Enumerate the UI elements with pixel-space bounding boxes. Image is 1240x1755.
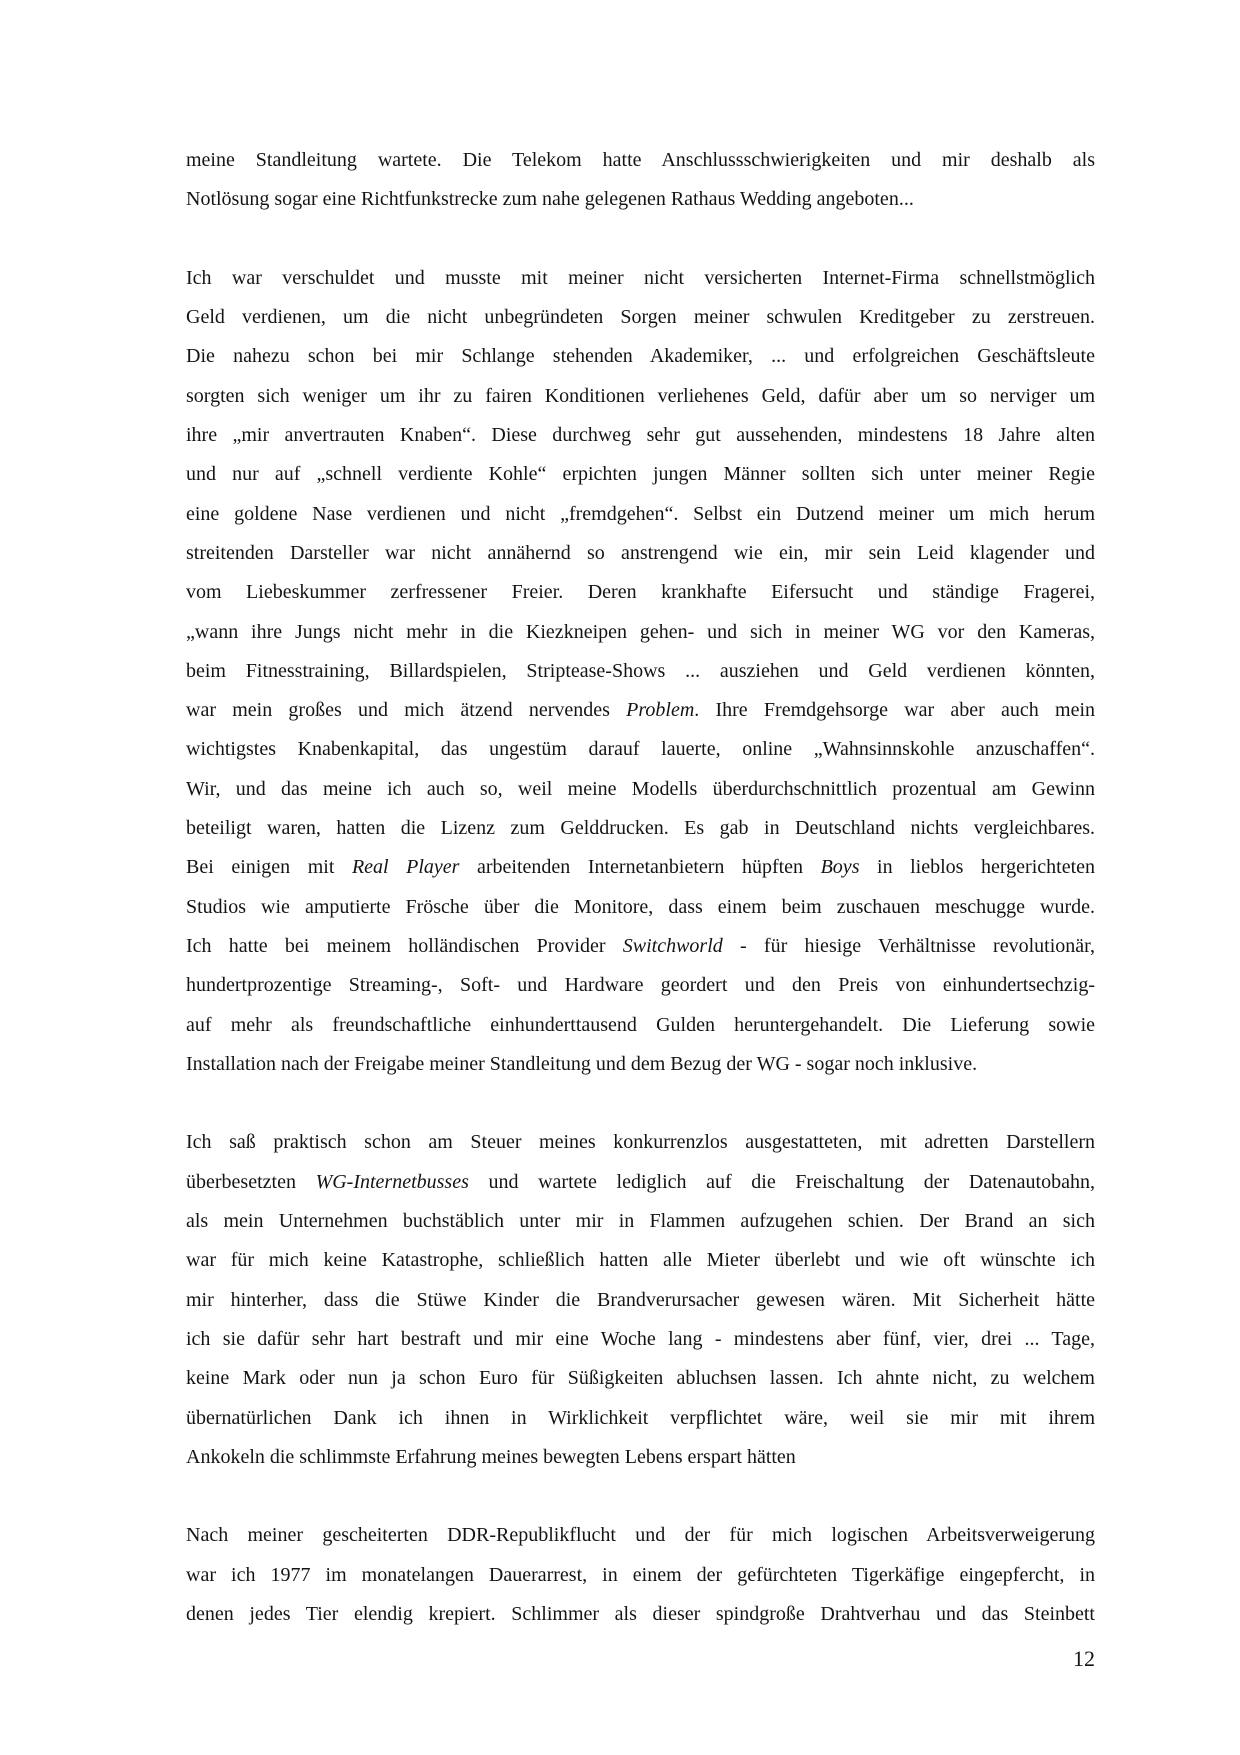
text-line: Installation nach der Freigabe meiner Standleitung und dem Bezug der WG - sogar noch inklusive. (186, 1052, 978, 1075)
text-line: beteiligt waren, hatten die Lizenz zum Gelddrucken. Es gab in Deutschland nichts vergleichbares. (186, 817, 1095, 840)
text-line: Ich war verschuldet und musste mit meiner nicht versicherten Internet-Firma schnellstmöglich (186, 266, 1095, 289)
text-line: hundertprozentige Streaming-, Soft- und Hardware geordert und den Preis von einhundertsechzig- (186, 974, 1095, 997)
text-line: beim Fitnesstraining, Billardspielen, Striptease-Shows ... ausziehen und Geld verdienen könnten, (186, 659, 1095, 682)
text-line: vom Liebeskummer zerfressener Freier. Deren krankhafte Eifersucht und ständige Fragerei, (186, 581, 1095, 604)
text-line: denen jedes Tier elendig krepiert. Schlimmer als dieser spindgroße Drahtverhau und das Steinbett (186, 1602, 1095, 1625)
text-line: war mein großes und mich ätzend nervendes Problem. Ihre Fremdgehsorge war aber auch mein (186, 699, 1096, 722)
italic-term: WG-Internetbusses (315, 1170, 469, 1193)
text-line: Studios wie amputierte Frösche über die Monitore, dass einem beim zuschauen meschugge wurde. (186, 895, 1095, 918)
text-line: auf mehr als freundschaftliche einhunderttausend Gulden heruntergehandelt. Die Lieferung sowie (186, 1013, 1095, 1036)
italic-term: Real Player (351, 856, 460, 879)
text-line: eine goldene Nase verdienen und nicht „fremdgehen“. Selbst ein Dutzend meiner um mich herum (186, 502, 1095, 525)
italic-term: Boys (820, 856, 860, 879)
text-line: und nur auf „schnell verdiente Kohle“ erpichten jungen Männer sollten sich unter meiner Regie (186, 463, 1095, 486)
paragraph-3 (186, 1123, 1095, 1477)
text-line: Notlösung sogar eine Richtfunkstrecke zum nahe gelegenen Rathaus Wedding angeboten... (186, 188, 914, 211)
text-line: Nach meiner gescheiterten DDR-Republikflucht und der für mich logischen Arbeitsverweigerung (186, 1524, 1095, 1547)
text-line: wichtigstes Knabenkapital, das ungestüm darauf lauerte, online „Wahnsinnskohle anzuschaffen“. (186, 738, 1095, 761)
text-line: Ich hatte bei meinem holländischen Provider Switchworld - für hiesige Verhältnisse revolutionär, (186, 934, 1095, 957)
paragraph-4 (186, 1516, 1095, 1634)
text-line: überbesetzten WG-Internetbusses und wartete lediglich auf die Freischaltung der Datenautobahn, (186, 1170, 1095, 1193)
text-line: ich sie dafür sehr hart bestraft und mir eine Woche lang - mindestens aber fünf, vier, drei ... Tage, (186, 1327, 1095, 1350)
paragraph-2 (186, 259, 1095, 1084)
text-line: Geld verdienen, um die nicht unbegründeten Sorgen meiner schwulen Kreditgeber zu zerstreuen. (186, 306, 1095, 329)
text-line: war für mich keine Katastrophe, schließlich hatten alle Mieter überlebt und wie oft wünschte ich (186, 1249, 1095, 1272)
text-line: Ankokeln die schlimmste Erfahrung meines bewegten Lebens erspart hätten (186, 1445, 796, 1468)
italic-term: Switchworld (622, 934, 723, 957)
text-line: Ich saß praktisch schon am Steuer meines konkurrenzlos ausgestatteten, mit adretten Darstellern (186, 1131, 1095, 1154)
italic-term: Problem (626, 699, 695, 722)
text-line: Die nahezu schon bei mir Schlange stehenden Akademiker, ... und erfolgreichen Geschäftsleute (186, 345, 1095, 368)
text-line: übernatürlichen Dank ich ihnen in Wirklichkeit verpflichtet wäre, weil sie mir mit ihrem (186, 1406, 1095, 1429)
text-line: war ich 1977 im monatelangen Dauerarrest, in einem der gefürchteten Tigerkäfige eingepfercht, in (186, 1563, 1095, 1586)
text-line: meine Standleitung wartete. Die Telekom hatte Anschlussschwierigkeiten und mir deshalb als (186, 149, 1095, 171)
text-line: mir hinterher, dass die Stüwe Kinder die Brandverursacher gewesen wären. Mit Sicherheit hätte (186, 1288, 1095, 1311)
body-text (186, 141, 1095, 1634)
paragraph-1 (186, 141, 1095, 220)
page-number: 12 (1073, 1646, 1095, 1671)
text-line: ihre „mir anvertrauten Knaben“. Diese durchweg sehr gut aussehenden, mindestens 18 Jahre alten (186, 424, 1095, 447)
text-line: streitenden Darsteller war nicht annähernd so anstrengend wie ein, mir sein Leid klagender und (186, 541, 1095, 564)
text-line: Wir, und das meine ich auch so, weil meine Modells überdurchschnittlich prozentual am Gewinn (186, 777, 1095, 800)
text-line: als mein Unternehmen buchstäblich unter mir in Flammen aufzugehen schien. Der Brand an sich (186, 1210, 1095, 1233)
text-line: „wann ihre Jungs nicht mehr in die Kiezkneipen gehen- und sich in meiner WG vor den Kameras, (186, 620, 1095, 643)
text-line: keine Mark oder nun ja schon Euro für Süßigkeiten abluchsen lassen. Ich ahnte nicht, zu welchem (186, 1367, 1095, 1390)
text-line: Bei einigen mit Real Player arbeitenden Internetanbietern hüpften Boys in lieblos hergerichteten (186, 856, 1096, 879)
text-line: sorgten sich weniger um ihr zu fairen Konditionen verliehenes Geld, dafür aber um so nerviger um (186, 384, 1095, 407)
